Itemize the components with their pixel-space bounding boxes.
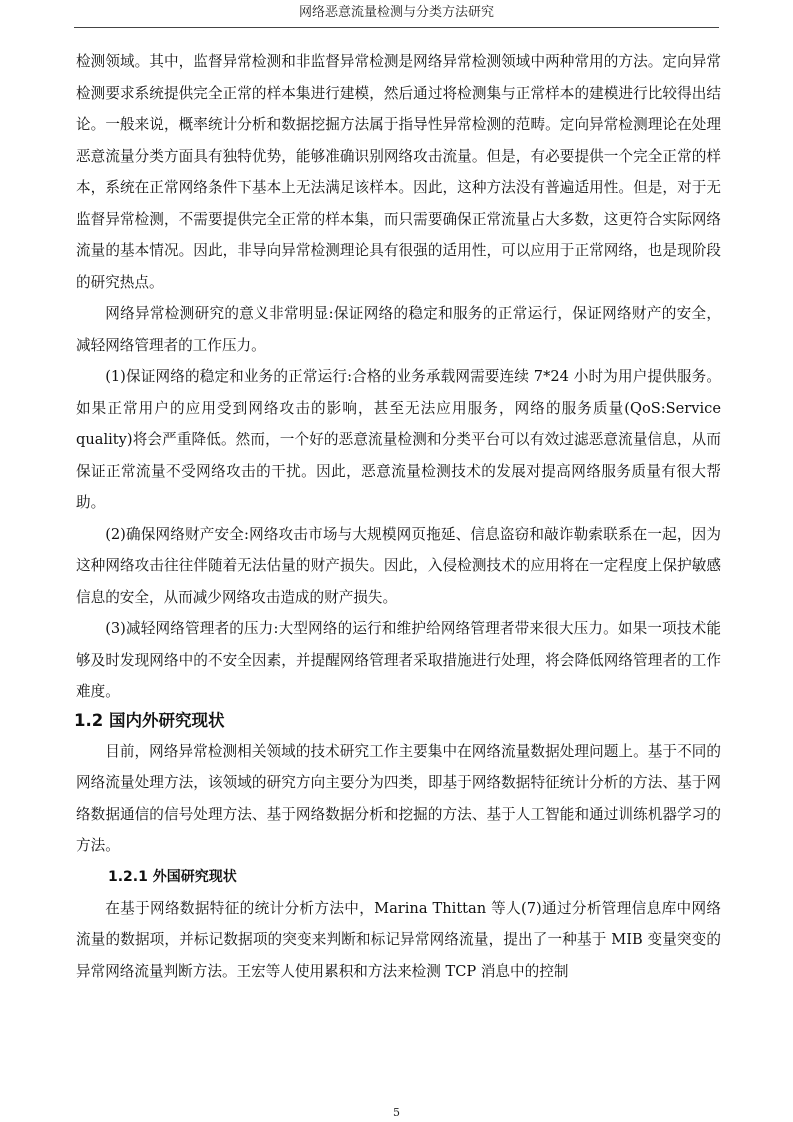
paragraph-point-3: (3)减轻网络管理者的压力:大型网络的运行和维护给网络管理者带来很大压力。如果一项技术能够及时发现网络中的不安全因素，并提醒网络管理者采取措施进行处理，将会降低网络管理者的工作难度。 <box>76 620 721 700</box>
page-header <box>0 0 793 28</box>
page-body <box>76 46 721 987</box>
page-number: 5 <box>393 1106 400 1119</box>
paragraph-research-status: 目前，网络异常检测相关领域的技术研究工作主要集中在网络流量数据处理问题上。基于不同的网络流量处理方法，该领域的研究方向主要分为四类，即基于网络数据特征统计分析的方法、基于网络数据通信的信号处理方法、基于网络数据分析和挖掘的方法、基于人工智能和通过训练机器学习的方法。 <box>76 742 721 854</box>
header-divider <box>74 27 719 28</box>
header-title: 网络恶意流量检测与分类方法研究 <box>298 5 494 20</box>
paragraph-point-1: (1)保证网络的稳定和业务的正常运行:合格的业务承载网需要连续 7*24 小时为用户提供服务。如果正常用户的应用受到网络攻击的影响，甚至无法应用服务，网络的服务质量(QoS:Service quality)将会严重降低。然而，一个好的恶意流量检测和分类平台可以有效过滤恶意流量信息，从而保证正常流量不受网络攻击的干扰。因此，恶意流量检测技术的发展对提高网络服务质量有很大帮助。 <box>76 368 721 511</box>
paragraph-point-2: (2)确保网络财产安全:网络攻击市场与大规模网页拖延、信息盗窃和敲诈勒索联系在一起，因为这种网络攻击往往伴随着无法估量的财产损失。因此，入侵检测技术的应用将在一定程度上保护敏感信息的安全，从而减少网络攻击造成的财产损失。 <box>76 525 721 606</box>
paragraph-continuation: 检测领域。其中，监督异常检测和非监督异常检测是网络异常检测领域中两种常用的方法。定向异常检测要求系统提供完全正常的样本集进行建模，然后通过将检测集与正常样本的建模进行比较得出结论。一般来说，概率统计分析和数据挖掘方法属于指导性异常检测的范畴。定向异常检测理论在处理恶意流量分类方面具有独特优势，能够准确识别网络攻击流量。但是，有必要提供一个完全正常的样本，系统在正常网络条件下基本上无法满足该样本。因此，这种方法没有普遍适用性。但是，对于无监督异常检测，不需要提供完全正常的样本集，而只需要确保正常流量占大多数，这更符合实际网络流量的基本情况。因此，非导向异常检测理论具有很强的适用性，可以应用于正常网络，也是现阶段的研究热点。 <box>76 53 721 291</box>
subsection-heading: 1.2.1 外国研究现状 <box>108 868 237 885</box>
paragraph-foreign-research: 在基于网络数据特征的统计分析方法中，Marina Thittan 等人(7)通过分析管理信息库中网络流量的数据项，并标记数据项的突变来判断和标记异常网络流量，提出了一种基于 MIB 变量突变的异常网络流量判断方法。王宏等人使用累积和方法来检测 TCP 消息中的控制 <box>76 899 721 980</box>
section-heading: 1.2 国内外研究现状 <box>74 710 225 730</box>
paragraph-significance: 网络异常检测研究的意义非常明显:保证网络的稳定和服务的正常运行，保证网络财产的安全，减轻网络管理者的工作压力。 <box>76 305 721 354</box>
